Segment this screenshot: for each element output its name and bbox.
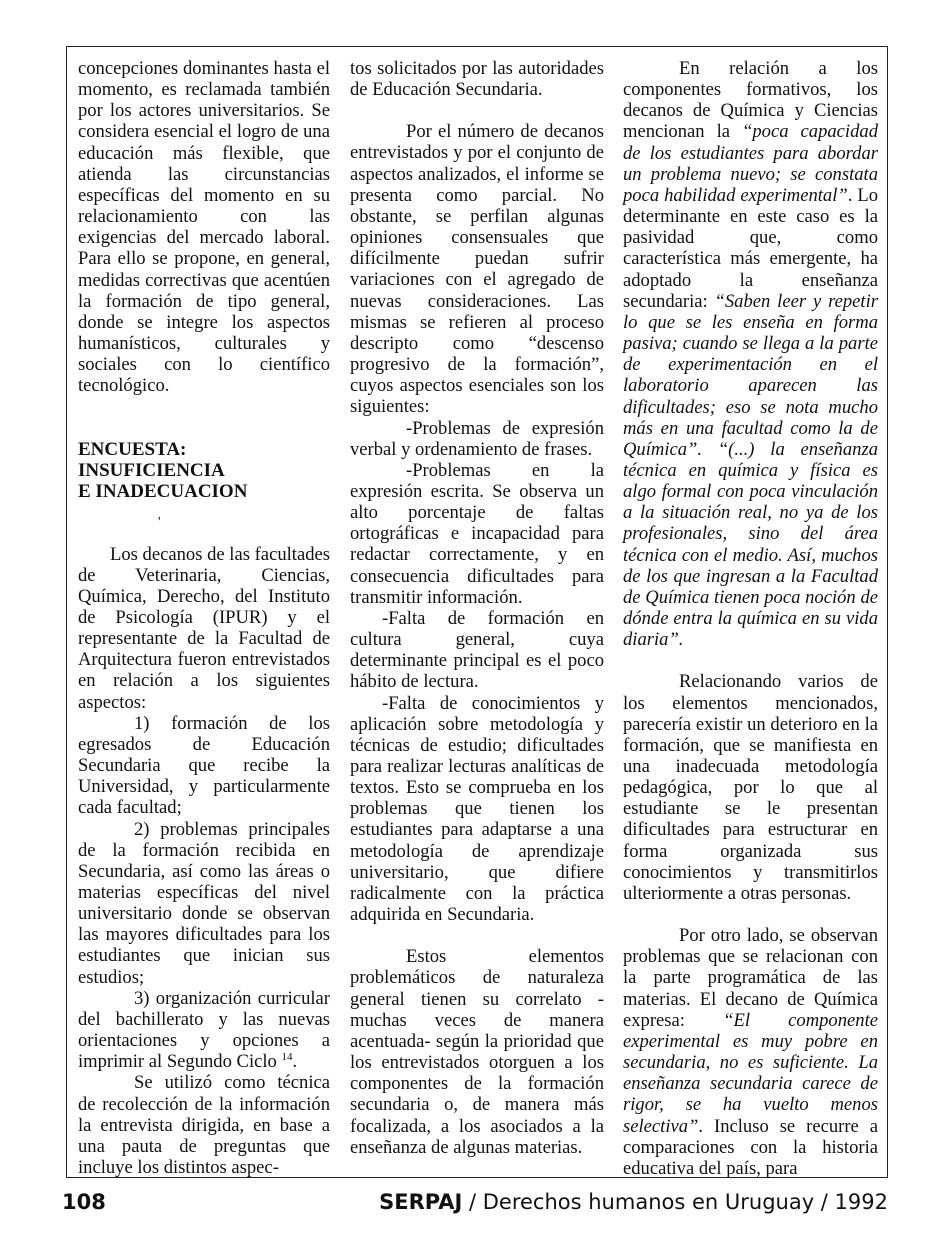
footnote-ref: 14 <box>281 1051 293 1064</box>
page-footer <box>62 1190 888 1220</box>
paragraph: Los decanos de las facultades de Veterinaria, Ciencias, Química, Derecho, del Instituto de Psicología (IPUR) y el representante de la Facultad de Arquitectura fueron entrevistados en relación a los siguientes aspectos: <box>78 543 330 713</box>
paragraph: Estos elementos problemáticos de naturaleza general tienen su correlato -muchas veces de manera acentuada- según la prioridad que los entrevistados otorguen a los componentes de la formación secundaria o, de manera más focalizada, a los asociados a la enseñanza de algunas materias. <box>350 946 604 1158</box>
page-number: 108 <box>62 1190 106 1214</box>
paragraph: Relacionando varios de los elementos mencionados, parecería existir un deterioro en la formación, que se manifiesta en una inadecuada metodología pedagógica, por lo que al estudiante se le presentan dificultades para estructurar en forma organizada sus conocimientos y transmitirlos ulteriormente a otras personas. <box>623 671 878 904</box>
bullet-item: -Problemas en la expresión escrita. Se observa un alto porcentaje de faltas ortográficas e incapacidad para redactar correctamente, y en consecuencia dificultades para transmitir información. <box>350 459 604 608</box>
paragraph: Por el número de decanos entrevistados y por el conjunto de aspectos analizados, el informe se presenta como parcial. No obstante, se perfilan algunas opiniones consensuales que difícilmente puedan sufrir variaciones con el agregado de nuevas consideraciones. Las mismas se refieren al proceso descripto como “descenso progresivo de la formación”, cuyos aspectos esenciales son los siguientes: <box>350 121 604 418</box>
column-1 <box>78 58 330 1178</box>
paragraph: tos solicitados por las autoridades de Educación Secundaria. <box>350 58 604 101</box>
list-item: 2) problemas principales de la formación recibida en Secundaria, así como las áreas o materias específicas del nivel universitario donde se observan las mayores dificultades para los estudiantes que inician sus estudios; <box>78 818 330 988</box>
paragraph: concepciones dominantes hasta el momento, es reclamada también por los actores universitarios. Se considera esencial el logro de una educación más flexible, que atienda las circunstancias específicas del momento en su relacionamiento con las exigencias del mercado laboral. Para ello se propone, en general, medidas correctivas que acentúen la formación de tipo general, donde se integre los aspectos humanísticos, culturales y sociales con lo científico tecnológico. <box>78 58 330 397</box>
bullet-item: -Problemas de expresión verbal y ordenamiento de frases. <box>350 417 604 460</box>
bullet-item: -Falta de formación en cultura general, cuya determinante principal es el poco hábito de lectura. <box>350 607 604 693</box>
column-3 <box>623 58 878 1179</box>
list-item: 3) organización curricular del bachillerato y las nuevas orientaciones y opciones a imprimir al Segundo Ciclo $^{14}$. <box>78 987 330 1073</box>
paragraph: Por otro lado, se observan problemas que se relacionan con la parte programática de las materias. El decano de Química expresa: “El componente experimental es muy pobre en secundaria, no es suficiente. La enseñanza secundaria carece de rigor, se ha vuelto menos selectiva”. Incluso se recurre a comparaciones con la historia educativa del país, para <box>623 925 878 1179</box>
paragraph: Se utilizó como técnica de recolección de la información la entrevista dirigida, en base a una pauta de preguntas que incluye los distintos aspec- <box>78 1072 330 1179</box>
stray-mark: ' <box>158 514 161 530</box>
paragraph: En relación a los componentes formativos, los decanos de Química y Ciencias mencionan la “poca capacidad de los estudiantes para abordar un problema nuevo; se constata poca habilidad experimental”. Lo determinante en este caso es la pasividad que, como característica más emergente, ha adoptado la enseñanza secundaria: “Saben leer y repetir lo que se les enseña en forma pasiva; cuando se llega a la parte de experimentación en el laboratorio aparecen las dificultades; eso se nota mucho más en una facultad como la de Química”. “(...) la enseñanza técnica en química y física es algo formal con poca vinculación a la situación real, no ya de los profesionales, sino del área técnica con el medio. Así, muchos de los que ingresan a la Facultad de Química tienen poca noción de dónde entra la química en su vida diaria”. <box>623 58 879 651</box>
running-title: SERPAJ / Derechos humanos en Uruguay / 1992 <box>379 1190 888 1214</box>
bullet-item: -Falta de conocimientos y aplicación sobre metodología y técnicas de estudio; dificultades para realizar lecturas analíticas de textos. Esto se comprueba en los problemas que tienen los estudiantes para adaptarse a una metodología de aprendizaje universitario, que difiere radicalmente con la práctica adquirida en Secundaria. <box>350 692 604 926</box>
column-2 <box>350 58 604 1158</box>
section-heading: ENCUESTA: INSUFICIENCIA E INADECUACION <box>78 438 248 502</box>
list-item: 1) formación de los egresados de Educación Secundaria que recibe la Universidad, y particularmente cada facultad; <box>78 712 330 819</box>
